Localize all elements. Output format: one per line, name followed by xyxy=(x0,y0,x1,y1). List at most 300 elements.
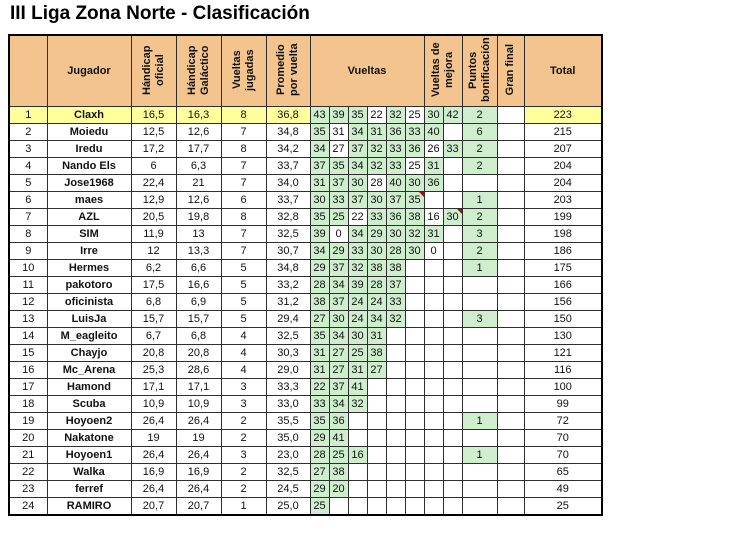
col-header-laps xyxy=(310,35,424,107)
total-cell: 70 xyxy=(524,447,602,464)
handicap-official-cell: 26,4 xyxy=(131,413,176,430)
average-cell: 29,0 xyxy=(266,362,310,379)
table-row xyxy=(9,141,602,158)
improvement-lap-cell xyxy=(424,277,443,294)
lap-cell: 27 xyxy=(329,141,348,158)
lap-cell: 33 xyxy=(386,294,405,311)
average-cell: 34,2 xyxy=(266,141,310,158)
col-header-handicap-galactic xyxy=(176,35,221,107)
lap-cell: 28 xyxy=(310,277,329,294)
lap-cell: 25 xyxy=(310,498,329,516)
lap-cell xyxy=(386,464,405,481)
handicap-galactic-cell: 26,4 xyxy=(176,413,221,430)
col-header-label: Hándicap oficial xyxy=(140,44,166,95)
grand-final-cell xyxy=(497,447,524,464)
lap-cell xyxy=(405,396,424,413)
table-row xyxy=(9,447,602,464)
table-row xyxy=(9,379,602,396)
col-header-label: Jugador xyxy=(67,65,111,77)
total-cell: 65 xyxy=(524,464,602,481)
laps-played-cell: 4 xyxy=(221,328,266,345)
laps-played-cell: 8 xyxy=(221,209,266,226)
handicap-official-cell: 22,4 xyxy=(131,175,176,192)
improvement-lap-cell xyxy=(424,294,443,311)
laps-played-cell: 2 xyxy=(221,430,266,447)
total-cell: 72 xyxy=(524,413,602,430)
total-cell: 203 xyxy=(524,192,602,209)
improvement-lap-cell xyxy=(443,192,462,209)
lap-cell: 34 xyxy=(348,226,367,243)
bonus-points-cell: 3 xyxy=(462,311,497,328)
rank-cell: 4 xyxy=(9,158,47,175)
improvement-lap-cell xyxy=(424,413,443,430)
handicap-galactic-cell: 21 xyxy=(176,175,221,192)
rank-cell: 10 xyxy=(9,260,47,277)
lap-cell xyxy=(386,413,405,430)
lap-cell: 37 xyxy=(348,192,367,209)
improvement-lap-cell xyxy=(443,311,462,328)
grand-final-cell xyxy=(497,362,524,379)
handicap-official-cell: 26,4 xyxy=(131,447,176,464)
lap-cell xyxy=(386,345,405,362)
handicap-galactic-cell: 6,3 xyxy=(176,158,221,175)
table-row xyxy=(9,124,602,141)
improvement-lap-cell xyxy=(443,430,462,447)
total-cell: 150 xyxy=(524,311,602,328)
improvement-lap-cell: 31 xyxy=(424,158,443,175)
handicap-galactic-cell: 20,7 xyxy=(176,498,221,516)
lap-cell: 41 xyxy=(348,379,367,396)
table-row xyxy=(9,481,602,498)
improvement-lap-cell xyxy=(443,158,462,175)
handicap-galactic-cell: 19 xyxy=(176,430,221,447)
player-cell: Hoyoen1 xyxy=(47,447,131,464)
lap-cell: 34 xyxy=(310,141,329,158)
bonus-points-cell xyxy=(462,481,497,498)
laps-played-cell: 5 xyxy=(221,277,266,294)
player-cell: Moiedu xyxy=(47,124,131,141)
table-row xyxy=(9,192,602,209)
page xyxy=(0,3,735,516)
rank-cell: 7 xyxy=(9,209,47,226)
average-cell: 36,8 xyxy=(266,107,310,124)
lap-cell: 33 xyxy=(386,141,405,158)
lap-cell: 27 xyxy=(310,311,329,328)
lap-cell: 37 xyxy=(329,260,348,277)
lap-cell: 35 xyxy=(329,158,348,175)
lap-cell: 25 xyxy=(405,107,424,124)
grand-final-cell xyxy=(497,498,524,516)
lap-cell xyxy=(405,328,424,345)
improvement-lap-cell xyxy=(424,362,443,379)
bonus-points-cell: 2 xyxy=(462,158,497,175)
player-cell: Hoyoen2 xyxy=(47,413,131,430)
table-header xyxy=(9,35,602,107)
lap-cell: 33 xyxy=(367,209,386,226)
lap-cell: 28 xyxy=(367,175,386,192)
handicap-official-cell: 20,5 xyxy=(131,209,176,226)
table-row xyxy=(9,294,602,311)
laps-played-cell: 3 xyxy=(221,379,266,396)
lap-cell: 27 xyxy=(329,345,348,362)
table-row xyxy=(9,158,602,175)
rank-cell: 23 xyxy=(9,481,47,498)
lap-cell xyxy=(367,481,386,498)
bonus-points-cell xyxy=(462,362,497,379)
lap-cell: 38 xyxy=(329,464,348,481)
total-cell: 116 xyxy=(524,362,602,379)
improvement-lap-cell xyxy=(443,379,462,396)
average-cell: 30,7 xyxy=(266,243,310,260)
col-header-label: Vueltas xyxy=(347,65,387,77)
lap-cell: 31 xyxy=(367,124,386,141)
header-row xyxy=(9,35,602,107)
col-header-label: Vueltas jugadas xyxy=(230,48,256,91)
lap-cell: 36 xyxy=(386,124,405,141)
lap-cell: 16 xyxy=(348,447,367,464)
col-header-handicap-official xyxy=(131,35,176,107)
handicap-official-cell: 16,9 xyxy=(131,464,176,481)
grand-final-cell xyxy=(497,107,524,124)
bonus-points-cell xyxy=(462,175,497,192)
lap-cell: 36 xyxy=(329,413,348,430)
lap-cell: 32 xyxy=(367,158,386,175)
lap-cell: 28 xyxy=(386,243,405,260)
bonus-points-cell: 2 xyxy=(462,209,497,226)
lap-cell xyxy=(348,498,367,516)
grand-final-cell xyxy=(497,328,524,345)
lap-cell: 35 xyxy=(310,209,329,226)
lap-cell: 22 xyxy=(348,209,367,226)
rank-cell: 15 xyxy=(9,345,47,362)
improvement-lap-cell xyxy=(424,447,443,464)
improvement-lap-cell xyxy=(443,447,462,464)
average-cell: 29,4 xyxy=(266,311,310,328)
bonus-points-cell xyxy=(462,498,497,516)
table-row xyxy=(9,243,602,260)
handicap-galactic-cell: 19,8 xyxy=(176,209,221,226)
total-cell: 204 xyxy=(524,158,602,175)
average-cell: 32,5 xyxy=(266,464,310,481)
laps-played-cell: 2 xyxy=(221,464,266,481)
laps-played-cell: 8 xyxy=(221,141,266,158)
improvement-lap-cell: 33 xyxy=(443,141,462,158)
lap-cell: 31 xyxy=(367,328,386,345)
lap-cell xyxy=(405,345,424,362)
lap-cell: 37 xyxy=(386,277,405,294)
average-cell: 32,5 xyxy=(266,226,310,243)
laps-played-cell: 7 xyxy=(221,226,266,243)
lap-cell: 34 xyxy=(348,124,367,141)
bonus-points-cell: 2 xyxy=(462,107,497,124)
player-cell: Claxh xyxy=(47,107,131,124)
col-header-label: Gran final xyxy=(504,43,517,96)
grand-final-cell xyxy=(497,175,524,192)
lap-cell xyxy=(367,430,386,447)
average-cell: 35,0 xyxy=(266,430,310,447)
player-cell: Hermes xyxy=(47,260,131,277)
rank-cell: 1 xyxy=(9,107,47,124)
col-header-label: Total xyxy=(550,65,576,77)
bonus-points-cell: 1 xyxy=(462,447,497,464)
rank-cell: 18 xyxy=(9,396,47,413)
total-cell: 130 xyxy=(524,328,602,345)
handicap-galactic-cell: 16,9 xyxy=(176,464,221,481)
handicap-galactic-cell: 13 xyxy=(176,226,221,243)
player-cell: oficinista xyxy=(47,294,131,311)
lap-cell: 25 xyxy=(329,447,348,464)
improvement-lap-cell xyxy=(424,192,443,209)
player-cell: AZL xyxy=(47,209,131,226)
grand-final-cell xyxy=(497,379,524,396)
lap-cell: 32 xyxy=(386,311,405,328)
table-row xyxy=(9,498,602,516)
table-row xyxy=(9,430,602,447)
lap-cell: 38 xyxy=(367,345,386,362)
table-row xyxy=(9,226,602,243)
player-cell: Hamond xyxy=(47,379,131,396)
improvement-lap-cell xyxy=(443,413,462,430)
improvement-lap-cell xyxy=(443,362,462,379)
laps-played-cell: 5 xyxy=(221,260,266,277)
total-cell: 100 xyxy=(524,379,602,396)
laps-played-cell: 7 xyxy=(221,243,266,260)
improvement-lap-cell xyxy=(443,243,462,260)
lap-cell: 37 xyxy=(310,158,329,175)
grand-final-cell xyxy=(497,243,524,260)
rank-cell: 17 xyxy=(9,379,47,396)
lap-cell: 27 xyxy=(367,362,386,379)
bonus-points-cell xyxy=(462,328,497,345)
improvement-lap-cell xyxy=(424,260,443,277)
lap-cell: 29 xyxy=(310,430,329,447)
lap-cell: 29 xyxy=(329,243,348,260)
lap-cell: 39 xyxy=(348,277,367,294)
lap-cell: 22 xyxy=(367,107,386,124)
total-cell: 204 xyxy=(524,175,602,192)
improvement-lap-cell: 16 xyxy=(424,209,443,226)
grand-final-cell xyxy=(497,158,524,175)
average-cell: 33,7 xyxy=(266,158,310,175)
laps-played-cell: 5 xyxy=(221,311,266,328)
bonus-points-cell xyxy=(462,379,497,396)
improvement-lap-cell xyxy=(443,260,462,277)
handicap-official-cell: 17,1 xyxy=(131,379,176,396)
handicap-galactic-cell: 6,9 xyxy=(176,294,221,311)
handicap-official-cell: 11,9 xyxy=(131,226,176,243)
lap-cell: 32 xyxy=(386,107,405,124)
player-cell: Scuba xyxy=(47,396,131,413)
improvement-lap-cell xyxy=(443,498,462,516)
col-header-label: Puntos bonificación xyxy=(466,37,492,102)
grand-final-cell xyxy=(497,430,524,447)
lap-cell xyxy=(405,481,424,498)
total-cell: 156 xyxy=(524,294,602,311)
bonus-points-cell xyxy=(462,430,497,447)
total-cell: 186 xyxy=(524,243,602,260)
lap-cell: 32 xyxy=(367,141,386,158)
improvement-lap-cell xyxy=(424,464,443,481)
handicap-official-cell: 6,7 xyxy=(131,328,176,345)
grand-final-cell xyxy=(497,192,524,209)
total-cell: 25 xyxy=(524,498,602,516)
total-cell: 198 xyxy=(524,226,602,243)
lap-cell xyxy=(386,362,405,379)
total-cell: 199 xyxy=(524,209,602,226)
lap-cell xyxy=(329,498,348,516)
lap-cell: 41 xyxy=(329,430,348,447)
lap-cell: 34 xyxy=(367,311,386,328)
lap-cell: 30 xyxy=(348,328,367,345)
handicap-galactic-cell: 12,6 xyxy=(176,192,221,209)
improvement-lap-cell: 40 xyxy=(424,124,443,141)
player-cell: Irre xyxy=(47,243,131,260)
lap-cell: 33 xyxy=(405,124,424,141)
lap-cell: 43 xyxy=(310,107,329,124)
laps-played-cell: 4 xyxy=(221,362,266,379)
lap-cell: 32 xyxy=(348,396,367,413)
lap-cell: 29 xyxy=(310,481,329,498)
bonus-points-cell: 3 xyxy=(462,226,497,243)
lap-cell: 36 xyxy=(386,209,405,226)
lap-cell: 24 xyxy=(367,294,386,311)
total-cell: 223 xyxy=(524,107,602,124)
lap-cell xyxy=(367,413,386,430)
lap-cell xyxy=(348,430,367,447)
bonus-points-cell: 1 xyxy=(462,192,497,209)
table-row xyxy=(9,396,602,413)
table-row xyxy=(9,328,602,345)
col-header-average-per-lap xyxy=(266,35,310,107)
average-cell: 24,5 xyxy=(266,481,310,498)
improvement-lap-cell xyxy=(443,328,462,345)
grand-final-cell xyxy=(497,481,524,498)
lap-cell: 30 xyxy=(367,243,386,260)
table-row xyxy=(9,464,602,481)
rank-cell: 20 xyxy=(9,430,47,447)
lap-cell: 24 xyxy=(348,311,367,328)
player-cell: M_eagleito xyxy=(47,328,131,345)
lap-cell: 30 xyxy=(405,243,424,260)
table-row xyxy=(9,277,602,294)
grand-final-cell xyxy=(497,413,524,430)
bonus-points-cell xyxy=(462,396,497,413)
lap-cell: 31 xyxy=(348,362,367,379)
handicap-official-cell: 20,8 xyxy=(131,345,176,362)
lap-cell: 0 xyxy=(329,226,348,243)
handicap-galactic-cell: 15,7 xyxy=(176,311,221,328)
improvement-lap-cell xyxy=(443,464,462,481)
lap-cell: 35 xyxy=(310,413,329,430)
table-row xyxy=(9,413,602,430)
improvement-lap-cell xyxy=(443,277,462,294)
improvement-lap-cell xyxy=(424,345,443,362)
table-row xyxy=(9,311,602,328)
average-cell: 30,3 xyxy=(266,345,310,362)
lap-cell xyxy=(386,379,405,396)
handicap-official-cell: 16,5 xyxy=(131,107,176,124)
table-row xyxy=(9,345,602,362)
lap-cell xyxy=(405,413,424,430)
col-header-label: Vueltas de mejora xyxy=(430,42,455,97)
average-cell: 34,8 xyxy=(266,124,310,141)
lap-cell: 20 xyxy=(329,481,348,498)
lap-cell xyxy=(367,447,386,464)
lap-cell: 30 xyxy=(386,226,405,243)
lap-cell: 27 xyxy=(329,362,348,379)
rank-cell: 21 xyxy=(9,447,47,464)
improvement-lap-cell: 36 xyxy=(424,175,443,192)
grand-final-cell xyxy=(497,294,524,311)
lap-cell: 28 xyxy=(367,277,386,294)
player-cell: RAMIRO xyxy=(47,498,131,516)
rank-cell: 8 xyxy=(9,226,47,243)
player-cell: maes xyxy=(47,192,131,209)
player-cell: pakotoro xyxy=(47,277,131,294)
handicap-official-cell: 19 xyxy=(131,430,176,447)
lap-cell: 25 xyxy=(348,345,367,362)
player-cell: ferref xyxy=(47,481,131,498)
lap-cell: 37 xyxy=(329,379,348,396)
lap-cell: 25 xyxy=(329,209,348,226)
lap-cell xyxy=(405,498,424,516)
handicap-galactic-cell: 6,6 xyxy=(176,260,221,277)
laps-played-cell: 4 xyxy=(221,345,266,362)
lap-cell: 38 xyxy=(386,260,405,277)
col-header-laps-played xyxy=(221,35,266,107)
lap-cell xyxy=(405,260,424,277)
lap-cell: 38 xyxy=(367,260,386,277)
laps-played-cell: 2 xyxy=(221,413,266,430)
player-cell: SIM xyxy=(47,226,131,243)
rank-cell: 11 xyxy=(9,277,47,294)
rank-cell: 6 xyxy=(9,192,47,209)
laps-played-cell: 1 xyxy=(221,498,266,516)
lap-cell: 33 xyxy=(310,396,329,413)
improvement-lap-cell xyxy=(443,226,462,243)
lap-cell: 33 xyxy=(348,243,367,260)
table-body xyxy=(9,107,602,516)
average-cell: 25,0 xyxy=(266,498,310,516)
laps-played-cell: 8 xyxy=(221,107,266,124)
lap-cell: 30 xyxy=(405,175,424,192)
lap-cell xyxy=(348,464,367,481)
bonus-points-cell: 2 xyxy=(462,243,497,260)
handicap-galactic-cell: 20,8 xyxy=(176,345,221,362)
lap-cell: 34 xyxy=(329,277,348,294)
lap-cell: 27 xyxy=(310,464,329,481)
improvement-lap-cell xyxy=(424,379,443,396)
lap-cell xyxy=(386,396,405,413)
lap-cell: 35 xyxy=(405,192,424,209)
lap-cell: 37 xyxy=(329,175,348,192)
laps-played-cell: 6 xyxy=(221,192,266,209)
bonus-points-cell xyxy=(462,464,497,481)
bonus-points-cell xyxy=(462,277,497,294)
total-cell: 99 xyxy=(524,396,602,413)
lap-cell: 31 xyxy=(310,175,329,192)
grand-final-cell xyxy=(497,209,524,226)
lap-cell: 30 xyxy=(310,192,329,209)
lap-cell xyxy=(386,447,405,464)
lap-cell: 37 xyxy=(329,294,348,311)
handicap-official-cell: 12,9 xyxy=(131,192,176,209)
laps-played-cell: 3 xyxy=(221,396,266,413)
lap-cell xyxy=(405,464,424,481)
lap-cell xyxy=(405,311,424,328)
handicap-galactic-cell: 28,6 xyxy=(176,362,221,379)
improvement-lap-cell xyxy=(424,430,443,447)
